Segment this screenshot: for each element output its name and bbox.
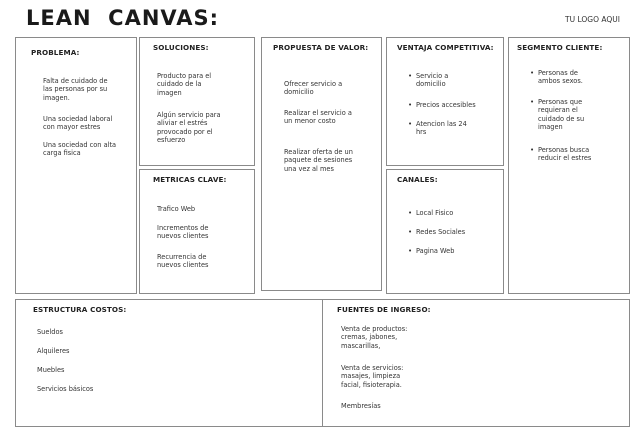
ventaja-heading: VENTAJA COMPETITIVA:	[397, 43, 494, 52]
costos-item: Servicios básicos	[37, 385, 94, 393]
propuesta-item: Realizar el servicio a un menor costo	[284, 109, 352, 126]
canales-item: • Local Fisico	[416, 209, 486, 217]
ingresos-item: Venta de productos: cremas, jabones, mascarillas,	[341, 325, 408, 350]
costos-item: Muebles	[37, 366, 65, 374]
canales-item: • Redes Sociales	[416, 228, 486, 236]
ingresos-item: Venta de servicios: masajes, limpieza facial, fisioterapia.	[341, 364, 404, 389]
soluciones-heading: SOLUCIONES:	[153, 43, 209, 52]
segmento-item: • Personas de ambos sexos.	[538, 69, 594, 86]
ingresos-item: Membresías	[341, 402, 381, 410]
metricas-item: Recurrencia de nuevos clientes	[157, 253, 209, 270]
costos-item: Sueldos	[37, 328, 63, 336]
ventaja-item: • Atencion las 24 hrs	[416, 120, 476, 137]
segmento-block	[508, 37, 630, 294]
problema-block	[15, 37, 137, 294]
soluciones-item: Algún servicio para aliviar el estrés provocado por el esfuerzo	[157, 111, 221, 145]
metricas-item: Trafico Web	[157, 205, 196, 213]
ventaja-item: • Precios accesibles	[416, 101, 486, 109]
problema-item: Una sociedad laboral con mayor estres	[43, 115, 113, 132]
problema-heading: PROBLEMA:	[31, 48, 80, 57]
segmento-heading: SEGMENTO CLIENTE:	[517, 43, 603, 52]
costos-heading: ESTRUCTURA COSTOS:	[33, 305, 127, 314]
problema-item: Falta de cuidado de las personas por su imagen.	[43, 77, 108, 102]
canales-item: • Pagina Web	[416, 247, 486, 255]
segmento-item: • Personas que requieran el cuidado de su imagen	[538, 98, 590, 132]
ventaja-block	[386, 37, 504, 166]
soluciones-block	[139, 37, 255, 166]
costos-item: Alquileres	[37, 347, 70, 355]
costos-block	[15, 299, 323, 427]
page-title: LEAN CANVAS:	[26, 6, 220, 30]
propuesta-block	[261, 37, 382, 291]
canales-block	[386, 169, 504, 294]
propuesta-item: Ofrecer servicio a domicilio	[284, 80, 343, 97]
metricas-item: Incrementos de nuevos clientes	[157, 224, 209, 241]
ingresos-block	[322, 299, 630, 427]
propuesta-item: Realizar oferta de un paquete de sesiones una vez al mes	[284, 148, 353, 173]
metricas-block	[139, 169, 255, 294]
problema-item: Una sociedad con alta carga fisica	[43, 141, 117, 158]
logo-placeholder: TU LOGO AQUI	[565, 15, 620, 24]
metricas-heading: METRICAS CLAVE:	[153, 175, 227, 184]
canales-heading: CANALES:	[397, 175, 438, 184]
ingresos-heading: FUENTES DE INGRESO:	[337, 305, 431, 314]
ventaja-item: • Servicio a domicilio	[416, 72, 466, 89]
segmento-item: • Personas busca reducir el estres	[538, 146, 594, 163]
propuesta-heading: PROPUESTA DE VALOR:	[273, 43, 369, 52]
soluciones-item: Producto para el cuidado de la imagen	[157, 72, 212, 97]
